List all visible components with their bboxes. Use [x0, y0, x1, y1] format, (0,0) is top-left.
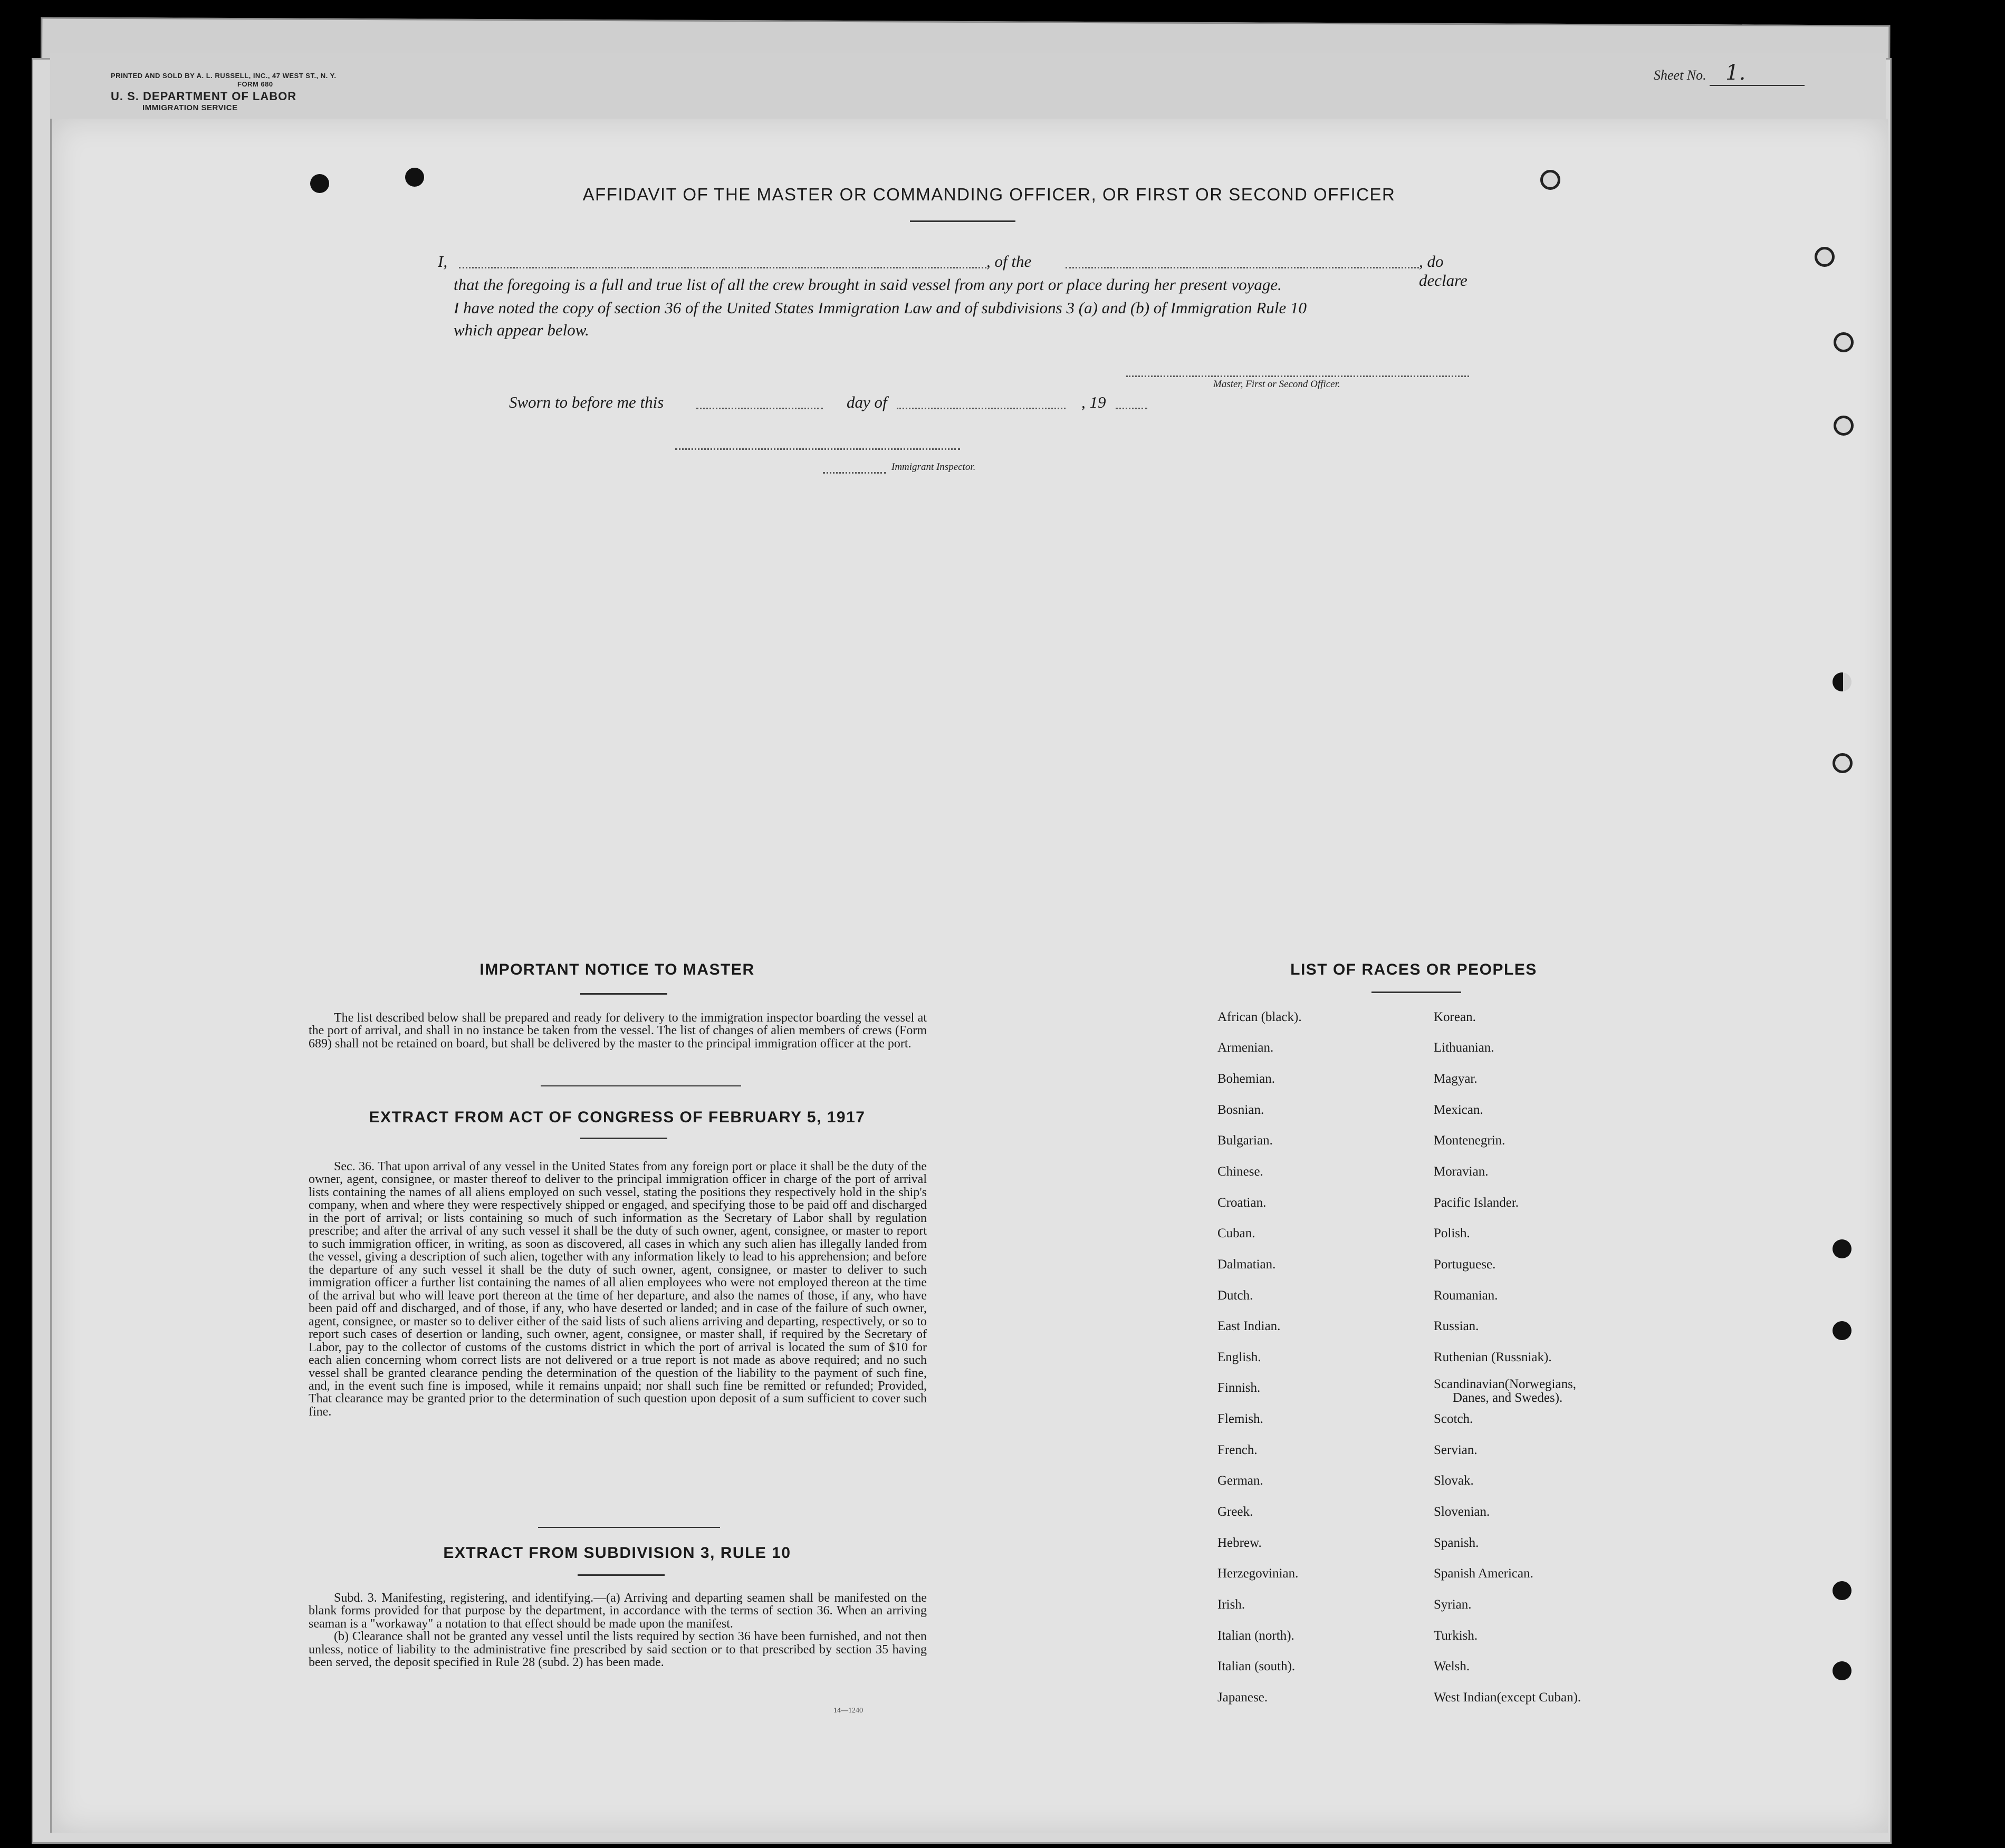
race-item: Scotch. [1434, 1412, 1473, 1426]
race-item: English. [1217, 1350, 1261, 1364]
race-item: Bulgarian. [1217, 1133, 1273, 1148]
race-item: Russian. [1434, 1319, 1479, 1333]
act-extract-title: EXTRACT FROM ACT OF CONGRESS OF FEBRUARY 5, 1917 [369, 1109, 866, 1126]
notice-body [309, 1012, 927, 1050]
sworn-year-blank [1116, 408, 1147, 409]
punch-hole [1833, 672, 1851, 691]
act-section-36-text: Sec. 36. That upon arrival of any vessel in the United States from any foreign port or place it shall be the duty of the owner, agent, consignee, or master thereof to deliver to the principal immigration officer in charge of the port of arrival lists containing the names of all aliens employed on such vessel, stating the positions they respectively hold in the ship's company, when and where they were respectively shipped or engaged, and specifying those to be paid off and discharged in the port of arrival; or lists containing so much of such information as the Secretary of Labor shall by regulation prescribe; and after the arrival of any such vessel it shall be the duty of such owner, agent, consignee, or master to report to such immigration officer, in writing, as soon as discovered, all cases in which any such alien has illegally landed from the vessel, giving a description of such alien, together with any information likely to lead to his apprehension; and before the departure of any such vessel it shall be the duty of such owner, agent, consignee, or master to deliver to such immigration officer a further list containing the names of all alien employees who were not employed thereon at the time of the arrival but who will leave port thereon at the time of her departure, and also the names of those, if any, who have been paid off and discharged, and of those, if any, who have deserted or landed; and in case of the failure of such owner, agent, consignee, or master so to deliver either of the said lists of such aliens arriving and departing, respectively, or so to report such cases of desertion or landing, such owner, agent, consignee, or master shall, if required by the Secretary of Labor, pay to the collector of customs of the customs district in which the port of arrival is located the sum of $10 for each alien concerning whom correct lists are not delivered or a true report is not made as above required; and no such vessel shall be granted clearance pending the determination of the question of the liability to the payment of such fine, and, in the event such fine is imposed, while it remains unpaid; nor shall such fine be remitted or refunded; Provided, That clearance may be granted prior to the determination of such question upon deposit of a sum sufficient to cover such fine. [309, 1160, 927, 1419]
race-item: Syrian. [1434, 1597, 1472, 1612]
race-item: Hebrew. [1217, 1536, 1262, 1550]
race-item: Bosnian. [1217, 1103, 1264, 1117]
race-item: Croatian. [1217, 1196, 1267, 1210]
race-item: Flemish. [1217, 1412, 1263, 1426]
form-page [50, 119, 1888, 1833]
form-number: FORM 680 [237, 80, 273, 89]
rule-extract-body [309, 1592, 927, 1669]
declare-suffix: , do declare [1419, 252, 1467, 290]
race-item: Slovak. [1434, 1474, 1474, 1488]
races-title-rule [1371, 992, 1461, 993]
race-item: Finnish. [1217, 1381, 1261, 1395]
race-item: West Indian(except Cuban). [1434, 1690, 1581, 1705]
race-item: Mexican. [1434, 1103, 1483, 1117]
race-item: Montenegrin. [1434, 1133, 1505, 1148]
race-item: Roumanian. [1434, 1288, 1498, 1303]
race-item: Turkish. [1434, 1629, 1478, 1643]
section-divider [538, 1527, 720, 1528]
vessel-prefix: , of the [986, 252, 1032, 271]
race-item: Japanese. [1217, 1690, 1268, 1705]
race-item: Irish. [1217, 1597, 1245, 1612]
race-item: Portuguese. [1434, 1257, 1496, 1272]
declarant-prefix: I, [438, 252, 448, 271]
race-item: Welsh. [1434, 1659, 1470, 1673]
race-item: Spanish American. [1434, 1566, 1533, 1581]
section-divider [541, 1085, 741, 1086]
race-item: Armenian. [1217, 1041, 1274, 1055]
punch-hole [1834, 416, 1854, 436]
race-item: Italian (south). [1217, 1659, 1296, 1673]
form-print-number: 14—1240 [833, 1707, 863, 1715]
punch-hole [1815, 247, 1835, 267]
sheet-number-value: 1. [1710, 61, 1805, 86]
race-item: Lithuanian. [1434, 1041, 1494, 1055]
race-item: Chinese. [1217, 1164, 1263, 1179]
races-title: LIST OF RACES OR PEOPLES [1290, 961, 1537, 978]
service-name: IMMIGRATION SERVICE [142, 103, 238, 112]
race-item: Slovenian. [1434, 1505, 1490, 1519]
race-item: Herzegovinian. [1217, 1566, 1299, 1581]
affidavit-title-rule [910, 220, 1015, 222]
notice-text: The list described below shall be prepared and ready for delivery to the immigration inspector boarding the vessel at the port of arrival, and shall in no instance be taken from the vessel. The list of changes of alien members of crews (Form 689) shall not be retained on board, but shall be delivered by the master to the principal immigration officer at the port. [309, 1011, 927, 1051]
act-title-rule [580, 1138, 667, 1139]
sworn-day-of: day of [847, 393, 887, 411]
affidavit-line-4: which appear below. [454, 321, 589, 339]
notice-title-rule [580, 993, 667, 995]
sworn-month-blank [897, 408, 1066, 409]
rule-title-rule [578, 1574, 665, 1576]
sworn-year-prefix: , 19 [1081, 393, 1106, 411]
race-item: Dalmatian. [1217, 1257, 1276, 1272]
punch-hole [405, 168, 424, 187]
printer-line: PRINTED AND SOLD BY A. L. RUSSELL, INC., 47 WEST ST., N. Y. [111, 72, 337, 80]
punch-hole [1833, 1661, 1851, 1680]
sheet-number [1654, 61, 1805, 86]
master-signature-line [1126, 376, 1469, 377]
rule-subd-3a-text: Subd. 3. Manifesting, registering, and identifying.—(a) Arriving and departing seamen shall be manifested on the blank forms provided for that purpose by the department, in accordance with the terms of section 36. When an arriving seaman is a "workaway" a notation to that effect should be made upon the manifest. [309, 1591, 927, 1631]
sworn-day-blank [696, 408, 823, 409]
race-item: Scandinavian(Norwegians, [1434, 1377, 1577, 1391]
sheet-number-label: Sheet No. [1654, 68, 1706, 83]
race-item: Ruthenian (Russniak). [1434, 1350, 1552, 1364]
inspector-signature-label: Immigrant Inspector. [891, 461, 976, 473]
master-signature-label: Master, First or Second Officer. [1213, 379, 1340, 390]
race-item: Moravian. [1434, 1164, 1489, 1179]
race-item: Bohemian. [1217, 1072, 1275, 1086]
rule-extract-title: EXTRACT FROM SUBDIVISION 3, RULE 10 [443, 1544, 791, 1562]
act-extract-body [309, 1160, 927, 1418]
declarant-name-blank [459, 267, 986, 268]
race-item: Italian (north). [1217, 1629, 1294, 1643]
race-item: Servian. [1434, 1443, 1478, 1457]
race-item: Spanish. [1434, 1536, 1479, 1550]
race-item: Dutch. [1217, 1288, 1253, 1303]
race-item: Polish. [1434, 1226, 1470, 1240]
vessel-name-blank [1066, 267, 1419, 268]
punch-hole [1833, 753, 1853, 773]
punch-hole [1540, 170, 1560, 190]
race-item: Magyar. [1434, 1072, 1478, 1086]
punch-hole [1833, 1321, 1851, 1340]
punch-hole [1833, 1239, 1851, 1258]
race-item: Korean. [1434, 1010, 1476, 1024]
race-item: German. [1217, 1474, 1263, 1488]
department-name: U. S. DEPARTMENT OF LABOR [111, 89, 297, 103]
race-item: East Indian. [1217, 1319, 1281, 1333]
race-item: Cuban. [1217, 1226, 1255, 1240]
inspector-label-leader [823, 472, 886, 474]
affidavit-line-2: that the foregoing is a full and true list of all the crew brought in said vessel from any port or place during her present voyage. [454, 275, 1282, 294]
affidavit-line-3: I have noted the copy of section 36 of the United States Immigration Law and of subdivisions 3 (a) and (b) of Immigration Rule 10 [454, 299, 1307, 317]
punch-hole [1833, 1581, 1851, 1600]
race-item-continued: Danes, and Swedes). [1453, 1391, 1563, 1405]
notice-title: IMPORTANT NOTICE TO MASTER [479, 961, 755, 978]
race-item: African (black). [1217, 1010, 1302, 1024]
punch-hole [1834, 332, 1854, 352]
rule-subd-3b-text: (b) Clearance shall not be granted any vessel until the lists required by section 36 have been furnished, and not then unless, notice of liability to the administrative fine prescribed by said section or to that prescribed by section 35 having been served, the deposit specified in Rule 28 (subd. 2) has been made. [309, 1630, 927, 1670]
inspector-signature-line [675, 448, 960, 450]
sworn-prefix: Sworn to before me this [509, 393, 664, 411]
race-item: Pacific Islander. [1434, 1196, 1519, 1210]
affidavit-title: AFFIDAVIT OF THE MASTER OR COMMANDING OFFICER, OR FIRST OR SECOND OFFICER [582, 185, 1396, 204]
punch-hole [310, 174, 329, 193]
race-item: Greek. [1217, 1505, 1253, 1519]
race-item: French. [1217, 1443, 1258, 1457]
printer-imprint [111, 72, 337, 113]
